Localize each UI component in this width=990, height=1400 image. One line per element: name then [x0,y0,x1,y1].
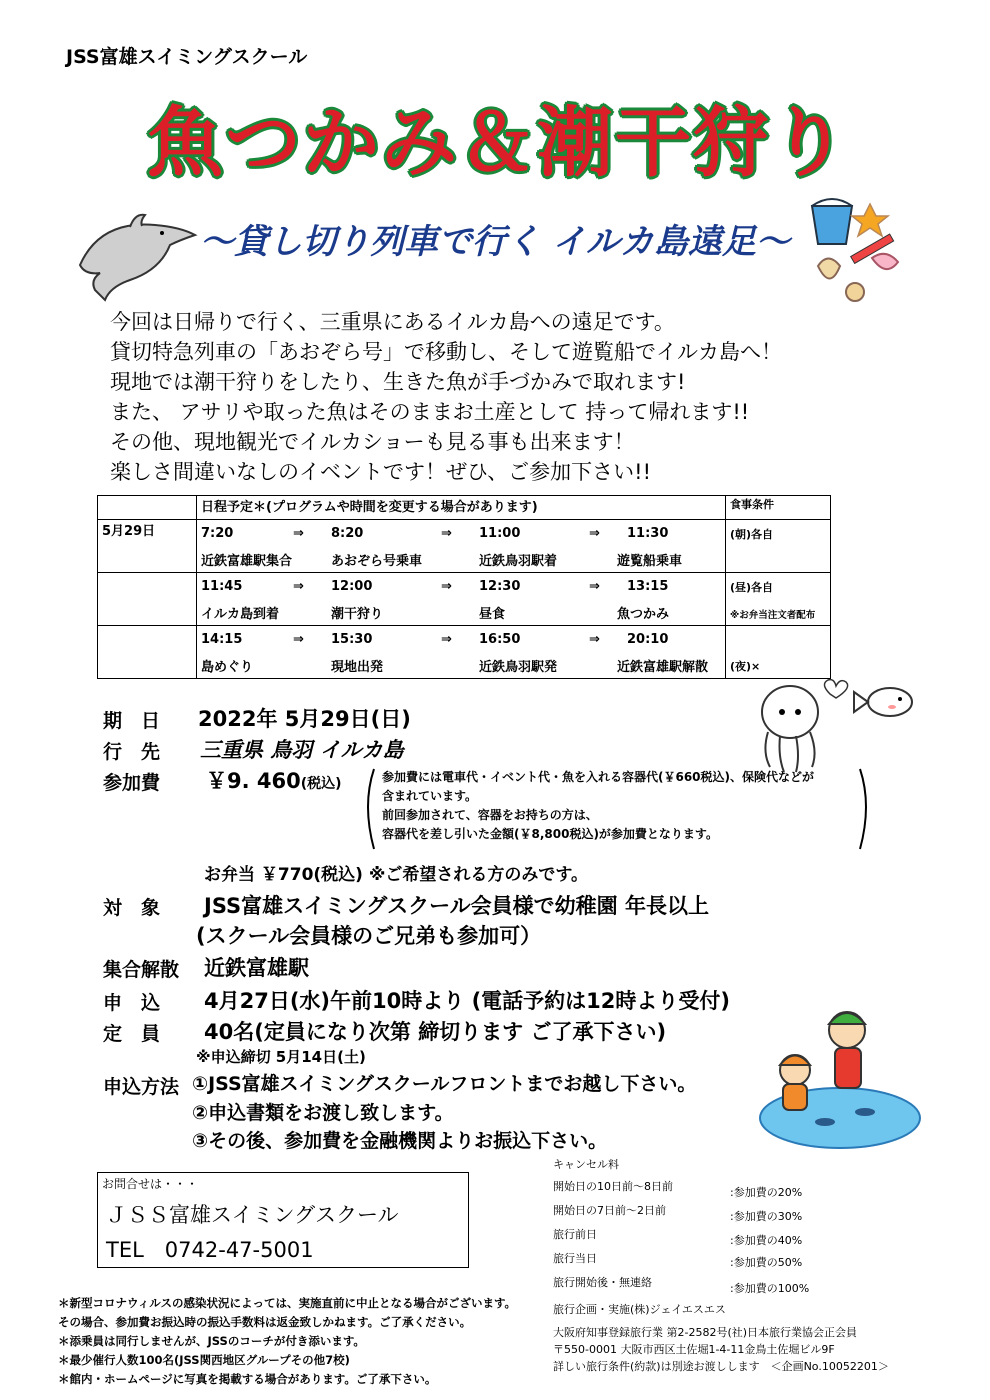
time: 13:15 [627,578,669,594]
time: 14:15 [201,631,243,647]
schedule-corner [98,496,197,520]
cancel-fee: :参加費の50% [730,1256,803,1269]
deadline: ※申込締切 5月14日(土) [196,1048,366,1066]
agency-line: 〒550-0001 大阪市西区土佐堀1-4-11金鳥土佐堀ビル9F [553,1343,835,1356]
cancel-when: 開始日の7日前～2日前 [553,1204,666,1217]
place: 近鉄富雄駅集合 [201,553,293,569]
contact-heading: お問合せは・・・ [102,1177,199,1191]
meal: (朝)各自 [730,528,774,541]
meal-cell [726,626,831,679]
bottom-note: ＊館内・ホームページに写真を掲載する場合があります。ご了承下さい。 [58,1372,437,1386]
time: 12:00 [331,578,373,594]
intro-line: 今回は日帰りで行く、三重県にあるイルカ島への遠足です。 [110,310,675,334]
date-label: 期 日 [103,710,161,732]
contact-tel[interactable]: TEL 0742-47-5001 [106,1238,314,1262]
place: 島めぐり [201,659,254,675]
arrow-icon: ⇒ [293,578,304,594]
place: 近鉄鳥羽駅発 [479,659,558,675]
fee-value [206,765,342,795]
intro-line: 現地では潮干狩りをしたり、生きた魚が手づかみで取れます! [110,370,686,394]
place: 昼食 [479,606,506,622]
fee-note: 含まれています。 [382,789,478,803]
target-label: 対 象 [103,897,161,919]
cancel-fee: :参加費の100% [730,1282,810,1295]
cancel-fee: :参加費の20% [730,1186,803,1199]
place: イルカ島到着 [201,606,280,622]
contact-name: ＪＳＳ富雄スイミングスクール [106,1203,399,1227]
time: 16:50 [479,631,521,647]
fee-amount: ￥9. 460 [206,769,301,793]
fee-notes [382,768,862,844]
destination-label: 行 先 [103,741,161,763]
schedule-date-empty [98,626,197,679]
place: あおぞら号乗車 [331,553,423,569]
cancel-when: 旅行前日 [553,1228,597,1241]
time: 7:20 [201,525,234,541]
arrow-icon: ⇒ [589,578,600,594]
meal: (昼)各自 [730,581,774,594]
agency-line: 大阪府知事登録旅行業 第2-2582号(社)日本旅行業協会正会員 [553,1326,858,1339]
apply-value: 4月27日(水)午前10時より (電話予約は12時より受付) [204,989,730,1013]
capacity-value: 40名(定員になり次第 締切ります ご了承下さい) [204,1020,667,1044]
time: 15:30 [331,631,373,647]
kids-in-water-illustration [755,1000,925,1150]
cancel-when: 開始日の10日前～8日前 [553,1180,673,1193]
intro-line: また、 アサリや取った魚はそのままお土産として 持って帰れます!! [110,400,750,424]
cancel-fee: :参加費の30% [730,1210,803,1223]
subtitle: ～貸し切り列車で行く イルカ島遠足～ [200,222,790,262]
fee-note: 容器代を差し引いた金額(￥8,800税込)が参加費となります。 [382,827,718,841]
dolphin-illustration [70,205,200,310]
schedule-header: 日程予定＊(プログラムや時間を変更する場合があります) [197,496,726,520]
schedule-date: 5月29日 [98,520,197,573]
method-step: ③その後、参加費を金融機関よりお振込下さい。 [192,1130,608,1152]
time: 11:45 [201,578,243,594]
intro-text [110,307,910,487]
destination-value: 三重県 鳥羽 イルカ島 [200,738,404,762]
intro-line: 楽しさ間違いなしのイベントです！ぜひ、ご参加下さい!! [110,460,651,484]
target-sub: (スクール会員様のご兄弟も参加可） [196,924,542,948]
arrow-icon: ⇒ [293,631,304,647]
bottom-note: その場合、参加費お振込時の振込手数料は返金致しかねます。ご了承ください。 [58,1315,472,1329]
agency-info [553,1301,889,1375]
bottom-note: ＊新型コロナウィルスの感染状況によっては、実施直前に中止となる場合がございます。 [58,1296,517,1310]
intro-line: その他、現地観光でイルカショーも見る事も出来ます！ [110,430,635,454]
place: 近鉄富雄駅解散 [617,659,709,675]
intro-line: 貸切特急列車の「あおぞら号」で移動し、そして遊覧船でイルカ島へ！ [110,340,782,364]
fee-label: 参加費 [103,772,161,794]
arrow-icon: ⇒ [589,631,600,647]
time: 8:20 [331,525,364,541]
schedule-row [197,626,726,679]
method-step: ①JSS富雄スイミングスクールフロントまでお越し下さい。 [192,1073,697,1095]
fee-note: 参加費には電車代・イベント代・魚を入れる容器代(￥660税込)、保険代などが [382,770,815,784]
time: 11:30 [627,525,669,541]
place: 潮干狩り [331,606,384,622]
school-name: JSS富雄スイミングスクール [66,46,308,68]
schedule-table [97,495,831,679]
meal-note: ※お弁当注文者配布 [730,610,816,621]
meet-value: 近鉄富雄駅 [204,956,309,980]
bottom-note: ＊最少催行人数100名(JSS関西地区グループその他7校) [58,1353,350,1367]
place: 近鉄鳥羽駅着 [479,553,558,569]
beach-items-illustration [800,196,910,306]
method-step: ②申込書類をお渡し致します。 [192,1102,454,1124]
agency-line: 詳しい旅行条件(約款)は別途お渡しします ＜企画No.10052201＞ [553,1360,889,1373]
place: 現地出発 [331,659,384,675]
bento-note: お弁当 ￥770(税込) ※ご希望される方のみです。 [204,865,589,885]
arrow-icon: ⇒ [293,525,304,541]
meet-label: 集合解散 [103,959,180,981]
meal-cell [726,573,831,626]
agency-line: 旅行企画・実施(株)ジェイエスエス [553,1303,726,1316]
fee-note: 前回参加されて、容器をお持ちの方は、 [382,808,598,822]
schedule-row [197,520,726,573]
time: 20:10 [627,631,669,647]
bottom-note: ＊添乗員は同行しませんが、JSSのコーチが付き添います。 [58,1334,365,1348]
contact-box [97,1172,469,1268]
cancel-title: キャンセル料 [553,1158,619,1171]
arrow-icon: ⇒ [441,578,452,594]
main-title: 魚つかみ＆潮干狩り [147,98,849,187]
schedule-date-empty [98,573,197,626]
date-value: 2022年 5月29日(日) [198,707,411,731]
arrow-icon: ⇒ [441,525,452,541]
cancel-when: 旅行開始後・無連絡 [553,1276,652,1289]
place: 魚つかみ [617,606,670,622]
meal-note: (夜)× [730,660,761,673]
capacity-label: 定 員 [103,1023,161,1045]
schedule-row [197,573,726,626]
cancel-fee: :参加費の40% [730,1234,803,1247]
target-value: JSS富雄スイミングスクール会員様で幼稚園 年長以上 [204,894,709,918]
method-label: 申込方法 [103,1076,180,1098]
place: 遊覧船乗車 [617,553,683,569]
time: 12:30 [479,578,521,594]
arrow-icon: ⇒ [441,631,452,647]
bottom-notes [58,1294,516,1389]
arrow-icon: ⇒ [589,525,600,541]
meal-header: 食事条件 [726,496,831,520]
meal-cell [726,520,831,573]
time: 11:00 [479,525,521,541]
apply-label: 申 込 [103,992,161,1014]
fee-tax: (税込) [300,776,342,792]
cancel-when: 旅行当日 [553,1252,597,1265]
